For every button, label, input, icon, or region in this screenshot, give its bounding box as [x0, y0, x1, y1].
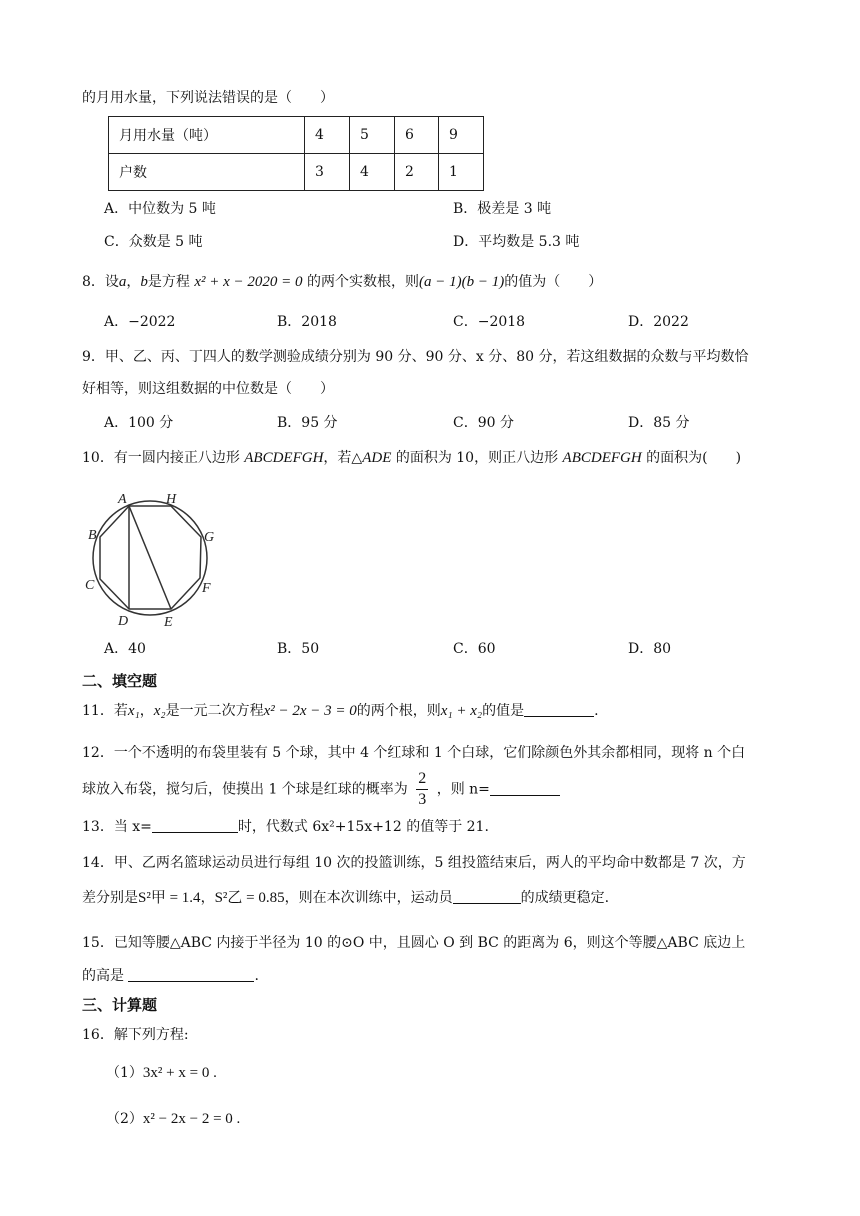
q12-text: 球放入布袋，搅匀后，使摸出 1 个球是红球的概率为: [82, 781, 408, 798]
table-cell: 5: [350, 117, 395, 154]
vertex-label: E: [164, 615, 173, 630]
q10-stem: [82, 448, 741, 468]
q10-option-c: C．60: [453, 641, 496, 657]
q12-text: ，则 n=: [436, 781, 490, 798]
water-usage-table: [108, 116, 484, 191]
q10-text: ，若△: [323, 450, 363, 466]
q10-option-d: D．80: [628, 641, 672, 657]
q11-text: ，: [139, 703, 154, 719]
section-title-fill-in: 二、填空题: [82, 672, 158, 690]
q7-option-a: A．中位数为 5 吨: [104, 201, 216, 217]
q10-text: 10．有一圆内接正八边形: [82, 450, 245, 466]
vertex-label: G: [204, 530, 215, 545]
variance-yi: S²乙 = 0.85: [214, 890, 285, 906]
q8-number: 8．: [82, 274, 105, 290]
table-cell: 3: [305, 154, 350, 191]
q8-stem: [82, 272, 602, 292]
vertex-label: F: [202, 581, 211, 596]
q8-option-c: C．−2018: [453, 314, 526, 330]
table-cell: 2: [395, 154, 439, 191]
answer-blank[interactable]: [524, 701, 594, 717]
q11-text: 是一元二次方程: [165, 703, 264, 719]
q8-equation: x² + x − 2020 = 0: [194, 274, 303, 290]
q8-var-a: a: [118, 274, 127, 290]
q7-option-d: D．平均数是 5.3 吨: [453, 234, 580, 250]
answer-blank[interactable]: [128, 966, 254, 982]
q15-line1: 15．已知等腰△ABC 内接于半径为 10 的⊙O 中，且圆心 O 到 BC 的距离为 6，则这个等腰△ABC 底边上: [82, 935, 746, 951]
q8-text: 的值为（ ）: [504, 274, 603, 290]
q11-text: 11．若: [82, 703, 128, 719]
q8-option-a: A．−2022: [104, 314, 176, 330]
vertex-label: B: [88, 528, 97, 543]
q9-option-c: C．90 分: [453, 415, 514, 431]
segment-ae: [129, 506, 171, 609]
answer-blank[interactable]: [453, 888, 521, 904]
table-cell: 1: [439, 154, 484, 191]
q15-line2: [82, 966, 259, 986]
q10-text: 的面积为( ): [641, 450, 742, 466]
q8-var-b: b: [140, 274, 148, 290]
q9-line1: 9．甲、乙、丙、丁四人的数学测验成绩分别为 90 分、90 分、x 分、80 分，若这组数据的众数与平均数恰: [82, 349, 749, 365]
q8-option-b: B．2018: [277, 314, 337, 330]
vertex-label: D: [118, 614, 129, 629]
q8-text: ，: [126, 274, 141, 290]
q11-text: .: [594, 703, 599, 719]
q13-text: 13．当 x=: [82, 819, 152, 835]
probability-fraction: [416, 769, 428, 810]
q8-option-d: D．2022: [628, 314, 689, 330]
q8-text: 的两个实数根，则: [307, 274, 420, 290]
equation-part2: x² − 2x − 2 = 0 .: [142, 1111, 241, 1127]
fraction-numerator: 2: [416, 769, 428, 790]
table-cell: 月用水量（吨）: [109, 117, 305, 154]
q11-text: 的值是: [482, 703, 525, 719]
q13-stem: [82, 817, 489, 837]
equation-part1: 3x² + x = 0 .: [142, 1065, 217, 1081]
table-row: [109, 154, 484, 191]
q11-sum: x₁ + x₂: [440, 703, 483, 719]
part-label: （2）: [106, 1111, 143, 1127]
q9-line2: 好相等，则这组数据的中位数是（ ）: [82, 381, 334, 397]
table-cell: 4: [350, 154, 395, 191]
q10-option-b: B．50: [277, 641, 320, 657]
q11-text: 的两个根，则: [356, 703, 441, 719]
q7-option-b: B．极差是 3 吨: [453, 201, 552, 217]
octagon-figure: [78, 488, 228, 633]
table-cell: 4: [305, 117, 350, 154]
q8-text: 设: [104, 274, 119, 290]
q8-expression: (a − 1)(b − 1): [419, 274, 505, 290]
table-cell: 9: [439, 117, 484, 154]
q16-part2: [106, 1109, 240, 1129]
q14-text: ，则在本次训练中，运动员: [284, 890, 453, 906]
vertex-label: C: [85, 578, 95, 593]
answer-blank[interactable]: [152, 817, 238, 833]
fraction-denominator: 3: [418, 791, 427, 808]
section-title-calculation: 三、计算题: [82, 996, 158, 1014]
table-cell: 户数: [109, 154, 305, 191]
q10-text: 的面积为 10，则正八边形: [391, 450, 563, 466]
q11-x2: x₂: [153, 703, 166, 719]
q8-text: 是方程: [147, 274, 190, 290]
q7-option-c: C．众数是 5 吨: [104, 234, 203, 250]
answer-blank[interactable]: [490, 780, 560, 796]
q10-octagon-name: ABCDEFGH: [244, 450, 324, 466]
q7-stem-tail: 的月用水量，下列说法错误的是（ ）: [82, 90, 334, 106]
q15-text: 的高是: [82, 968, 129, 984]
q11-x1: x₁: [127, 703, 140, 719]
q9-option-d: D．85 分: [628, 415, 690, 431]
q9-option-b: B．95 分: [277, 415, 338, 431]
vertex-label: A: [118, 492, 127, 507]
q10-triangle-name: ADE: [362, 450, 392, 466]
q9-option-a: A．100 分: [104, 415, 174, 431]
q14-line2: [82, 888, 609, 908]
q15-text: .: [254, 968, 259, 984]
q12-line2: [82, 769, 560, 810]
vertex-label: H: [166, 492, 177, 507]
q12-line1: 12．一个不透明的布袋里装有 5 个球，其中 4 个红球和 1 个白球，它们除颜色外其余都相同，现将 n 个白: [82, 745, 746, 761]
q10-octagon-name: ABCDEFGH: [562, 450, 642, 466]
q14-line1: 14．甲、乙两名篮球运动员进行每组 10 次的投篮训练，5 组投篮结束后，两人的平均命中数都是 7 次，方: [82, 855, 746, 871]
q14-text: 差分别是: [82, 890, 138, 906]
q16-stem: 16．解下列方程:: [82, 1027, 189, 1043]
q10-option-a: A．40: [104, 641, 146, 657]
q11-equation: x² − 2x − 3 = 0: [263, 703, 357, 719]
table-row: [109, 117, 484, 154]
q13-text: 时，代数式 6x²+15x+12 的值等于 21.: [237, 819, 489, 835]
table-cell: 6: [395, 117, 439, 154]
q14-text: 的成绩更稳定.: [520, 890, 610, 906]
variance-jia: S²甲 = 1.4: [138, 890, 201, 906]
part-label: （1）: [106, 1065, 143, 1081]
q16-part1: [106, 1063, 217, 1083]
q11-stem: [82, 701, 599, 721]
q14-text: ，: [200, 890, 215, 906]
